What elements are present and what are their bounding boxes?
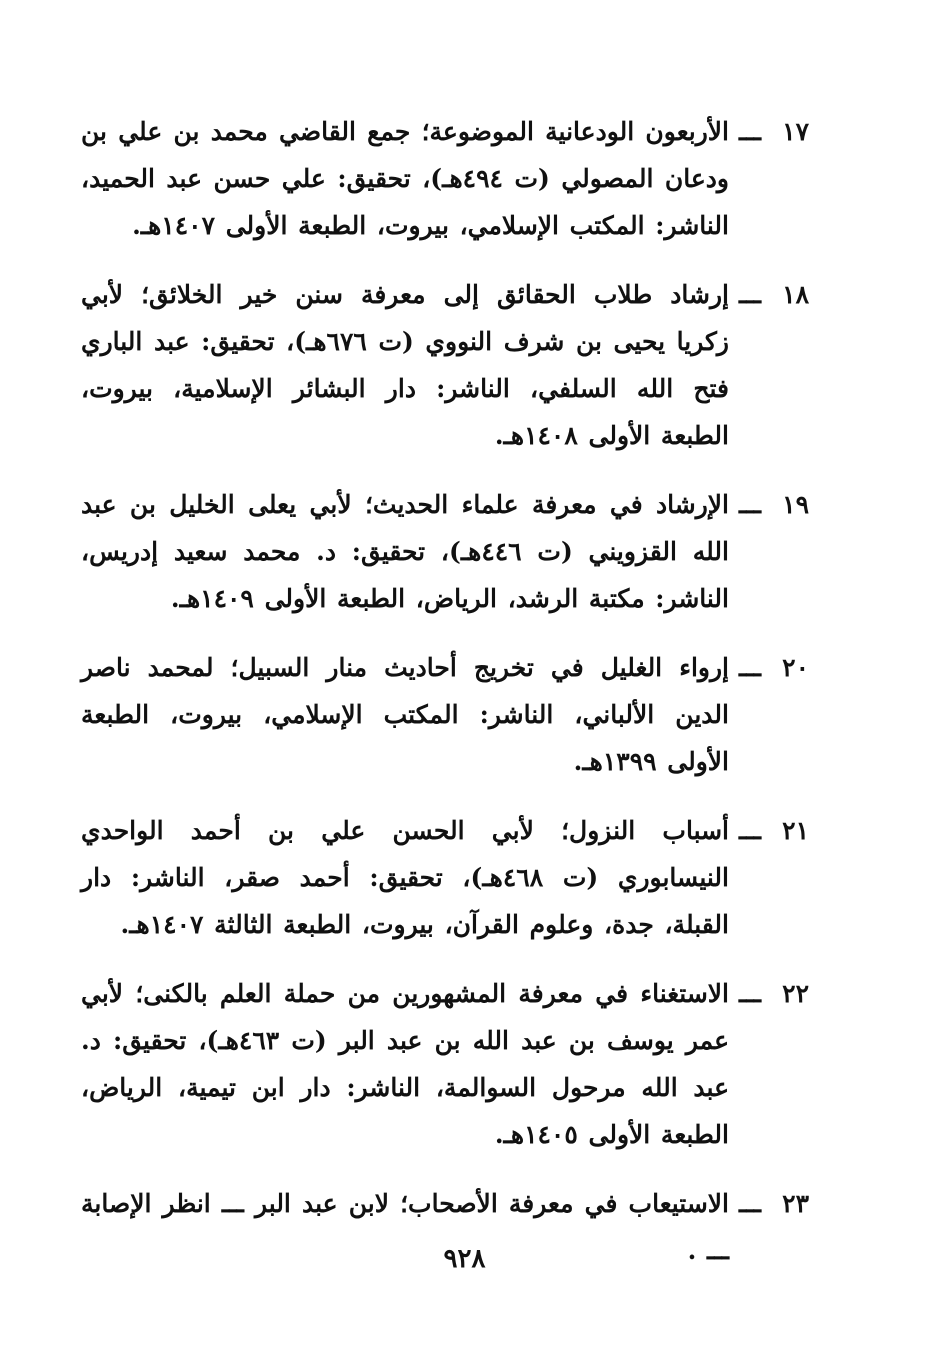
entry-dash: ـــ [739, 490, 761, 519]
entry-text: الاستغناء في معرفة المشهورين من حملة العلم بالكنى؛ لأبي عمر يوسف بن عبد الله بن عبد البر (ت ٤٦٣هـ)، تحقيق: د. عبد الله مرحول السوالمة، الناشر: دار ابن تيمية، الرياض، الطبعة الأولى ١٤٠٥هـ. [81, 979, 730, 1149]
entry-dash: ـــ [739, 979, 761, 1008]
bibliography-entry-17 [81, 108, 809, 249]
entry-text: إرشاد طلاب الحقائق إلى معرفة سنن خير الخلائق؛ لأبي زكريا يحيى بن شرف النووي (ت ٦٧٦هـ)، تحقيق: عبد الباري فتح الله السلفي، الناشر: دار البشائر الإسلامية، بيروت، الطبعة الأولى ١٤٠٨هـ. [81, 280, 729, 450]
bibliography-entry-19 [81, 481, 809, 622]
entry-number: ٢١ [782, 816, 809, 845]
entry-marker [729, 1180, 809, 1227]
entry-text: الإرشاد في معرفة علماء الحديث؛ لأبي يعلى الخليل بن عبد الله القزويني (ت ٤٤٦هـ)، تحقيق: د. محمد سعيد إدريس، الناشر: مكتبة الرشد، الرياض، الطبعة الأولى ١٤٠٩هـ. [81, 490, 729, 613]
entry-text: الاستيعاب في معرفة الأصحاب؛ لابن عبد البر ـــ انظر الإصابة ـــ . [81, 1189, 729, 1265]
entry-text: أسباب النزول؛ لأبي الحسن علي بن أحمد الواحدي النيسابوري (ت ٤٦٨هـ)، تحقيق: أحمد صقر، الناشر: دار القبلة، جدة، وعلوم القرآن، بيروت، الطبعة الثالثة ١٤٠٧هـ. [81, 816, 729, 939]
entry-dash: ـــ [739, 1189, 761, 1218]
entry-dash: ـــ [739, 117, 761, 146]
entry-text: الأربعون الودعانية الموضوعة؛ جمع القاضي محمد بن علي بن ودعان المصولي (ت ٤٩٤هـ)، تحقيق: علي حسن عبد الحميد، الناشر: المكتب الإسلامي، بيروت، الطبعة الأولى ١٤٠٧هـ. [81, 117, 730, 240]
entry-number: ١٧ [782, 117, 809, 146]
bibliography-entry-22 [81, 970, 809, 1158]
entry-marker [729, 970, 809, 1017]
bibliography-entry-21 [81, 807, 809, 948]
entry-number: ٢٢ [782, 979, 809, 1008]
entry-marker [729, 807, 809, 854]
entry-marker [729, 271, 809, 318]
entry-dash: ـــ [739, 816, 761, 845]
entry-marker [729, 644, 809, 691]
bibliography-entry-20 [81, 644, 809, 785]
entry-dash: ـــ [739, 653, 761, 682]
entry-number: ١٨ [782, 280, 809, 309]
entry-marker [729, 481, 809, 528]
bibliography-entry-18 [81, 271, 809, 459]
entry-number: ٢٣ [782, 1189, 809, 1218]
entry-text: إرواء الغليل في تخريج أحاديث منار السبيل؛ لمحمد ناصر الدين الألباني، الناشر: المكتب الإسلامي، بيروت، الطبعة الأولى ١٣٩٩هـ. [81, 653, 729, 776]
entry-number: ٢٠ [782, 653, 809, 682]
bibliography-list [81, 108, 809, 1296]
entry-number: ١٩ [782, 490, 809, 519]
page-number: ٩٢٨ [443, 1244, 486, 1274]
entry-marker [729, 108, 809, 155]
entry-dash: ـــ [739, 280, 761, 309]
